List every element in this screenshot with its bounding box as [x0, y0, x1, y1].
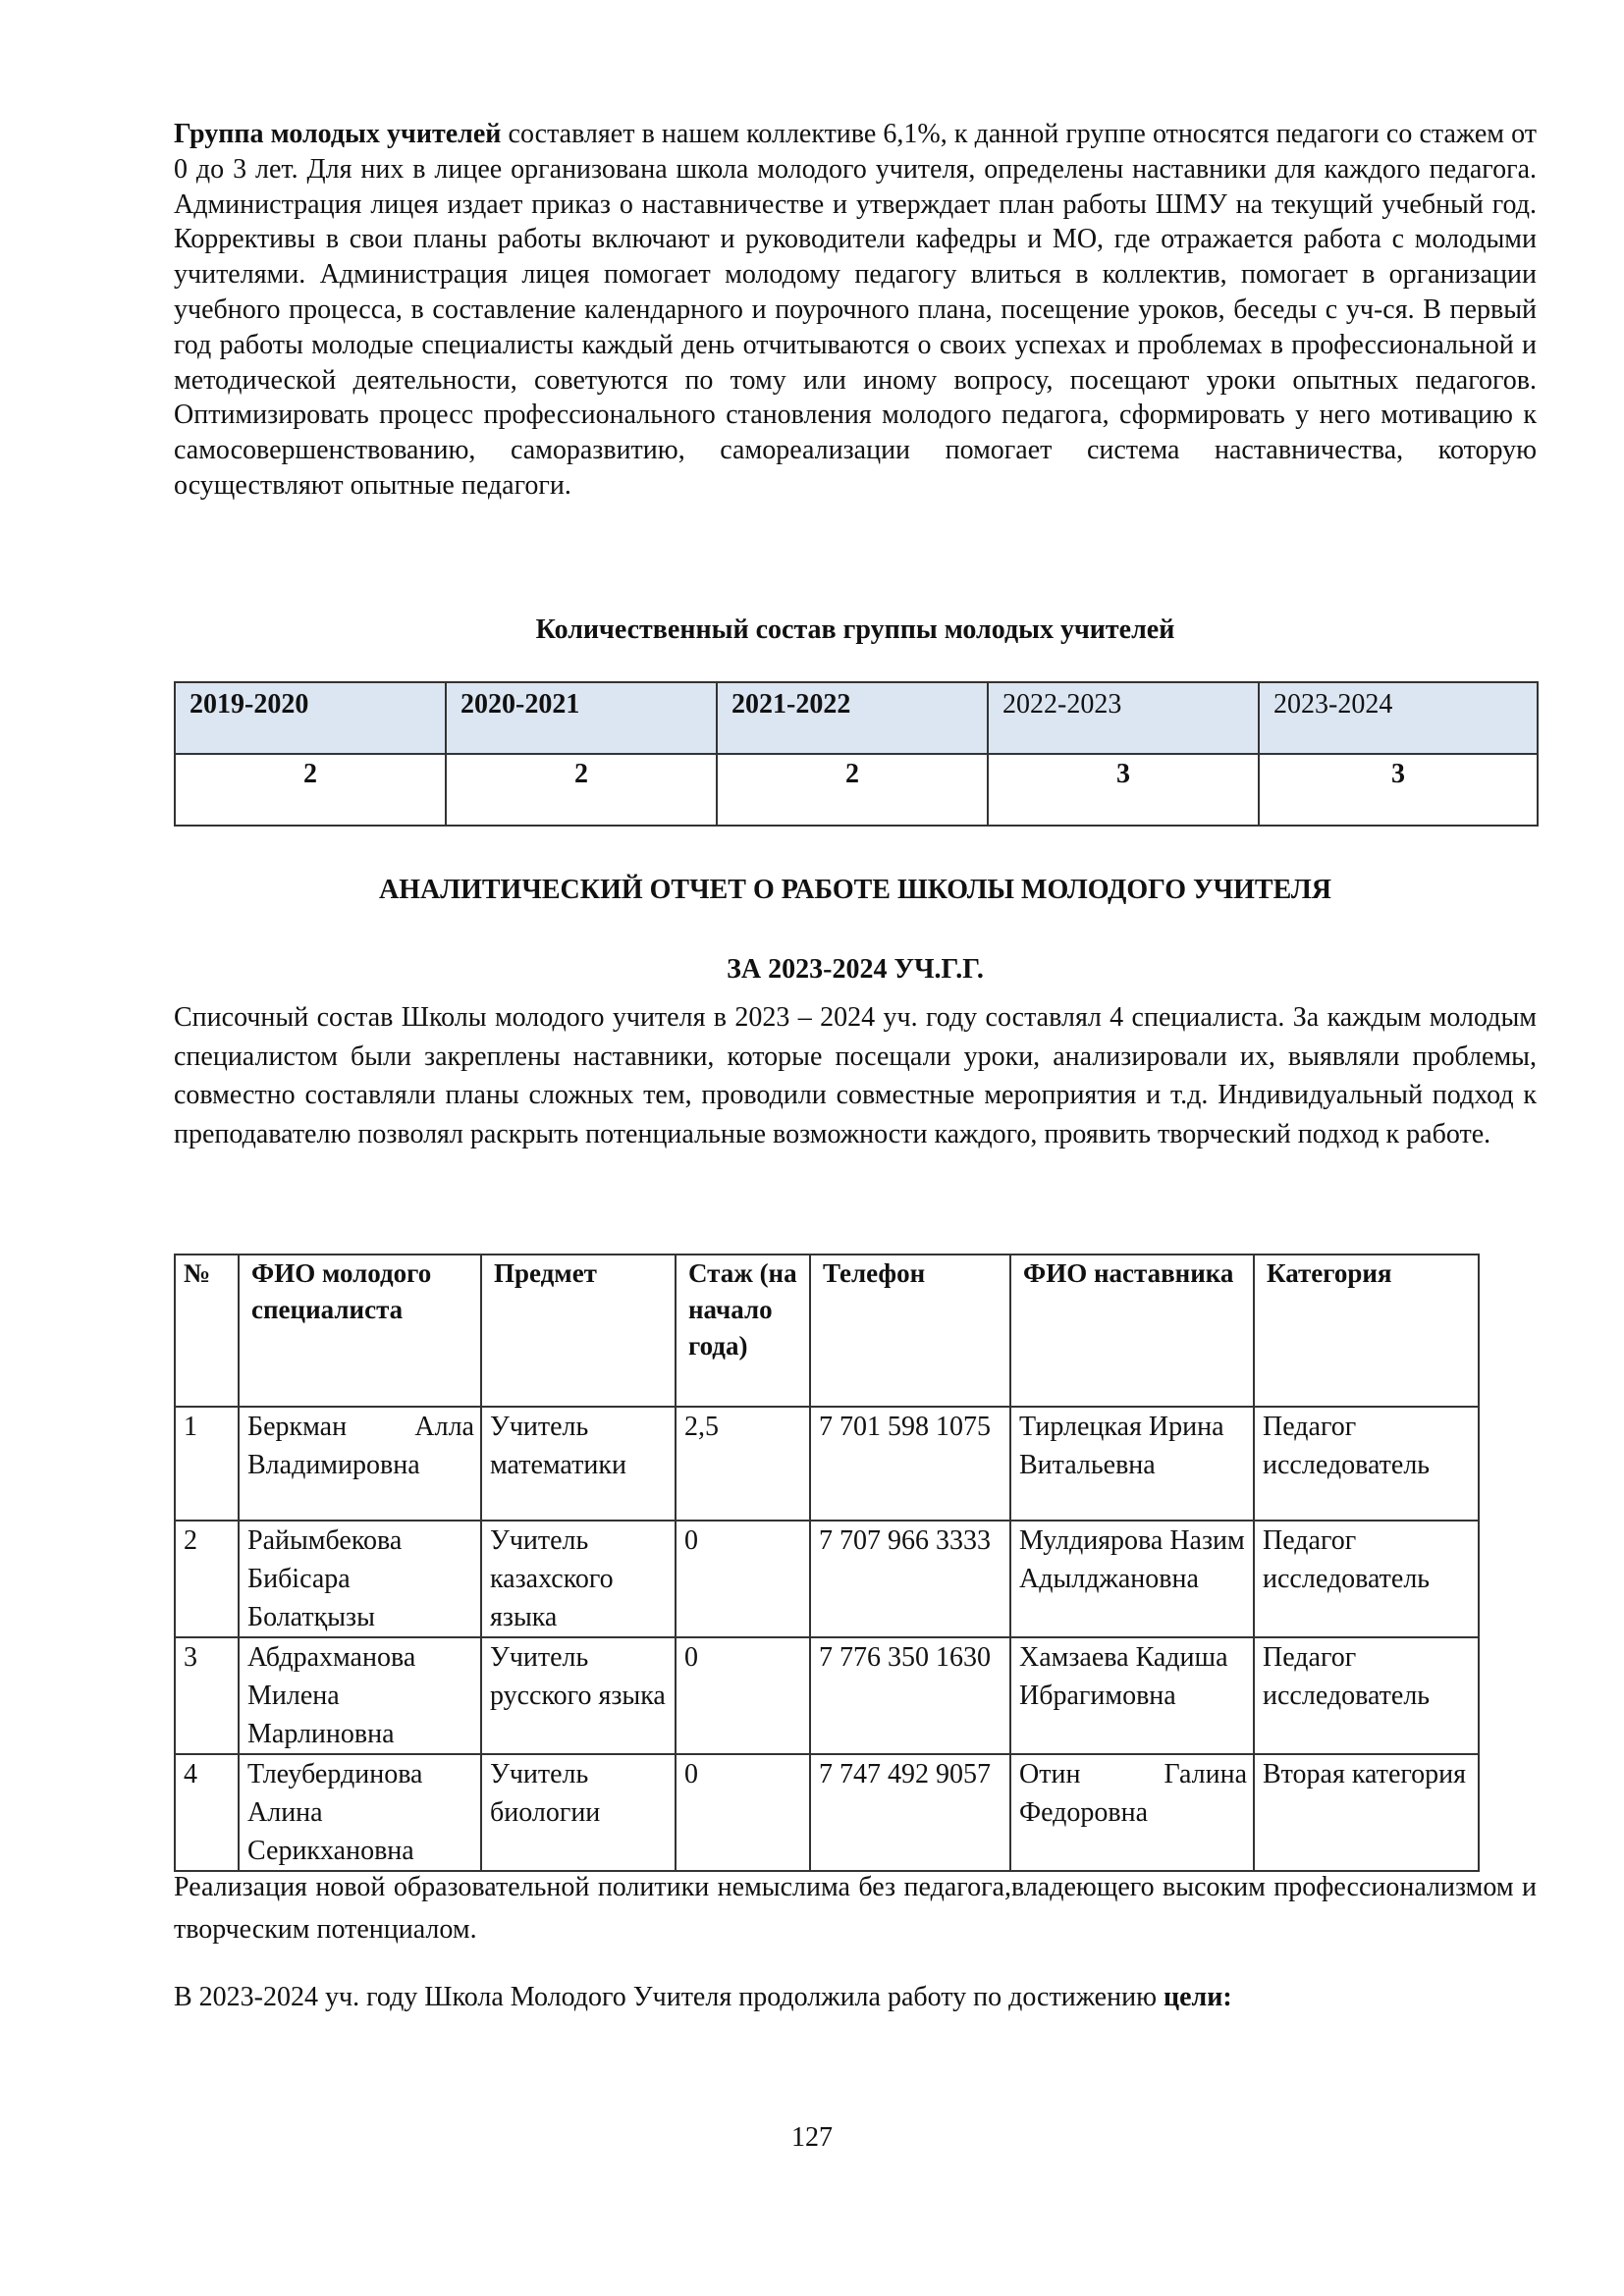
closing-paragraph-2-bold: цели:: [1164, 1982, 1232, 2012]
report-paragraph: Списочный состав Школы молодого учителя в 2023 – 2024 уч. году составлял 4 специалиста. За каждым молодым специалистом были закреплены наставники, которые посещали уроки, анализировали их, выявляли проблемы, совместно составляли планы сложных тем, проводили совместные мероприятия и т.д. Индивидуальный подход к преподавателю позволял раскрыть потенциальные возможности каждого, проявить творческий подход к работе.: [174, 1002, 1537, 1149]
cell-mentor: Отин Галина Федоровна: [1010, 1754, 1254, 1871]
cell-name: Абдрахманова Милена Марлиновна: [239, 1637, 481, 1754]
cell-experience: 2,5: [676, 1407, 810, 1521]
staff-table-header-row: [175, 1255, 1479, 1407]
intro-paragraph: [174, 117, 1537, 504]
count-header-cell: 2021-2022: [717, 682, 988, 754]
count-header-cell: 2020-2021: [446, 682, 717, 754]
cell-num: 2: [175, 1521, 239, 1637]
cell-name: Райымбекова Бибісара Болатқызы: [239, 1521, 481, 1637]
count-value-cell: 3: [1259, 754, 1538, 826]
cell-category: Педагог исследователь: [1254, 1637, 1479, 1754]
table-row: [175, 1637, 1479, 1754]
cell-category: Вторая категория: [1254, 1754, 1479, 1871]
header-num: №: [175, 1255, 239, 1407]
staff-table: [174, 1254, 1480, 1872]
cell-phone: 7 776 350 1630: [810, 1637, 1010, 1754]
cell-category: Педагог исследователь: [1254, 1521, 1479, 1637]
cell-num: 4: [175, 1754, 239, 1871]
cell-phone: 7 747 492 9057: [810, 1754, 1010, 1871]
count-header-cell: 2022-2023: [988, 682, 1259, 754]
count-value-cell: 3: [988, 754, 1259, 826]
count-value-cell: 2: [717, 754, 988, 826]
count-header-cell: 2023-2024: [1259, 682, 1538, 754]
header-mentor: ФИО наставника: [1010, 1255, 1254, 1407]
table-row: [175, 1521, 1479, 1637]
cell-subject: Учитель биологии: [481, 1754, 676, 1871]
count-table-value-row: [175, 754, 1538, 826]
cell-category: Педагог исследователь: [1254, 1407, 1479, 1521]
table-row: [175, 1754, 1479, 1871]
report-subtitle: ЗА 2023-2024 УЧ.Г.Г.: [727, 954, 984, 985]
header-phone: Телефон: [810, 1255, 1010, 1407]
count-table-title: Количественный состав группы молодых учителей: [535, 614, 1175, 645]
header-subject: Предмет: [481, 1255, 676, 1407]
closing-paragraph-1: Реализация новой образовательной политики немыслима без педагога,владеющего высоким профессионализмом и творческим потенциалом.: [174, 1872, 1537, 1945]
count-table-header-row: [175, 682, 1538, 754]
page-number: 127: [791, 2122, 833, 2153]
closing-paragraph-2-text: В 2023-2024 уч. году Школа Молодого Учителя продолжила работу по достижению: [174, 1982, 1164, 2012]
cell-subject: Учитель математики: [481, 1407, 676, 1521]
intro-text: составляет в нашем коллективе 6,1%, к данной группе относятся педагоги со стажем от 0 до 3 лет. Для них в лицее организована школа молодого учителя, определены наставники для каждого педагога. Администрация лицея издает приказ о наставничестве и утверждает план работы ШМУ на текущий учебный год. Коррективы в свои планы работы включают и руководители кафедры и МО, где отражается работа с молодыми учителями. Администрация лицея помогает молодому педагогу влиться в коллектив, помогает в организации учебного процесса, в составление календарного и поурочного плана, посещение уроков, беседы с уч-ся. В первый год работы молодые специалисты каждый день отчитываются о своих успехах и проблемах в профессиональной и методической деятельности, советуются по тому или иному вопросу, посещают уроки опытных педагогов. Оптимизировать процесс профессионального становления молодого педагога, сформировать у него мотивацию к самосовершенствованию, саморазвитию, самореализации помогает система наставничества, которую осуществляют опытные педагоги.: [174, 119, 1537, 501]
header-experience: Стаж (на начало года): [676, 1255, 810, 1407]
closing-paragraph-2: [174, 1980, 1537, 2015]
header-category: Категория: [1254, 1255, 1479, 1407]
cell-experience: 0: [676, 1754, 810, 1871]
intro-bold-lead: Группа молодых учителей: [174, 119, 502, 149]
cell-experience: 0: [676, 1521, 810, 1637]
cell-mentor: Мулдиярова Назим Адылджановна: [1010, 1521, 1254, 1637]
cell-subject: Учитель русского языка: [481, 1637, 676, 1754]
cell-subject: Учитель казахского языка: [481, 1521, 676, 1637]
cell-phone: 7 707 966 3333: [810, 1521, 1010, 1637]
count-header-cell: 2019-2020: [175, 682, 446, 754]
count-value-cell: 2: [175, 754, 446, 826]
cell-num: 1: [175, 1407, 239, 1521]
header-name: ФИО молодого специалиста: [239, 1255, 481, 1407]
cell-experience: 0: [676, 1637, 810, 1754]
table-row: [175, 1407, 1479, 1521]
cell-phone: 7 701 598 1075: [810, 1407, 1010, 1521]
count-table: [174, 681, 1539, 827]
cell-mentor: Хамзаева Кадиша Ибрагимовна: [1010, 1637, 1254, 1754]
count-value-cell: 2: [446, 754, 717, 826]
report-title: АНАЛИТИЧЕСКИЙ ОТЧЕТ О РАБОТЕ ШКОЛЫ МОЛОДОГО УЧИТЕЛЯ: [379, 875, 1331, 905]
cell-mentor: Тирлецкая Ирина Витальевна: [1010, 1407, 1254, 1521]
cell-name: Беркман Алла Владимировна: [239, 1407, 481, 1521]
cell-name: Тлеубердинова Алина Серикхановна: [239, 1754, 481, 1871]
cell-num: 3: [175, 1637, 239, 1754]
